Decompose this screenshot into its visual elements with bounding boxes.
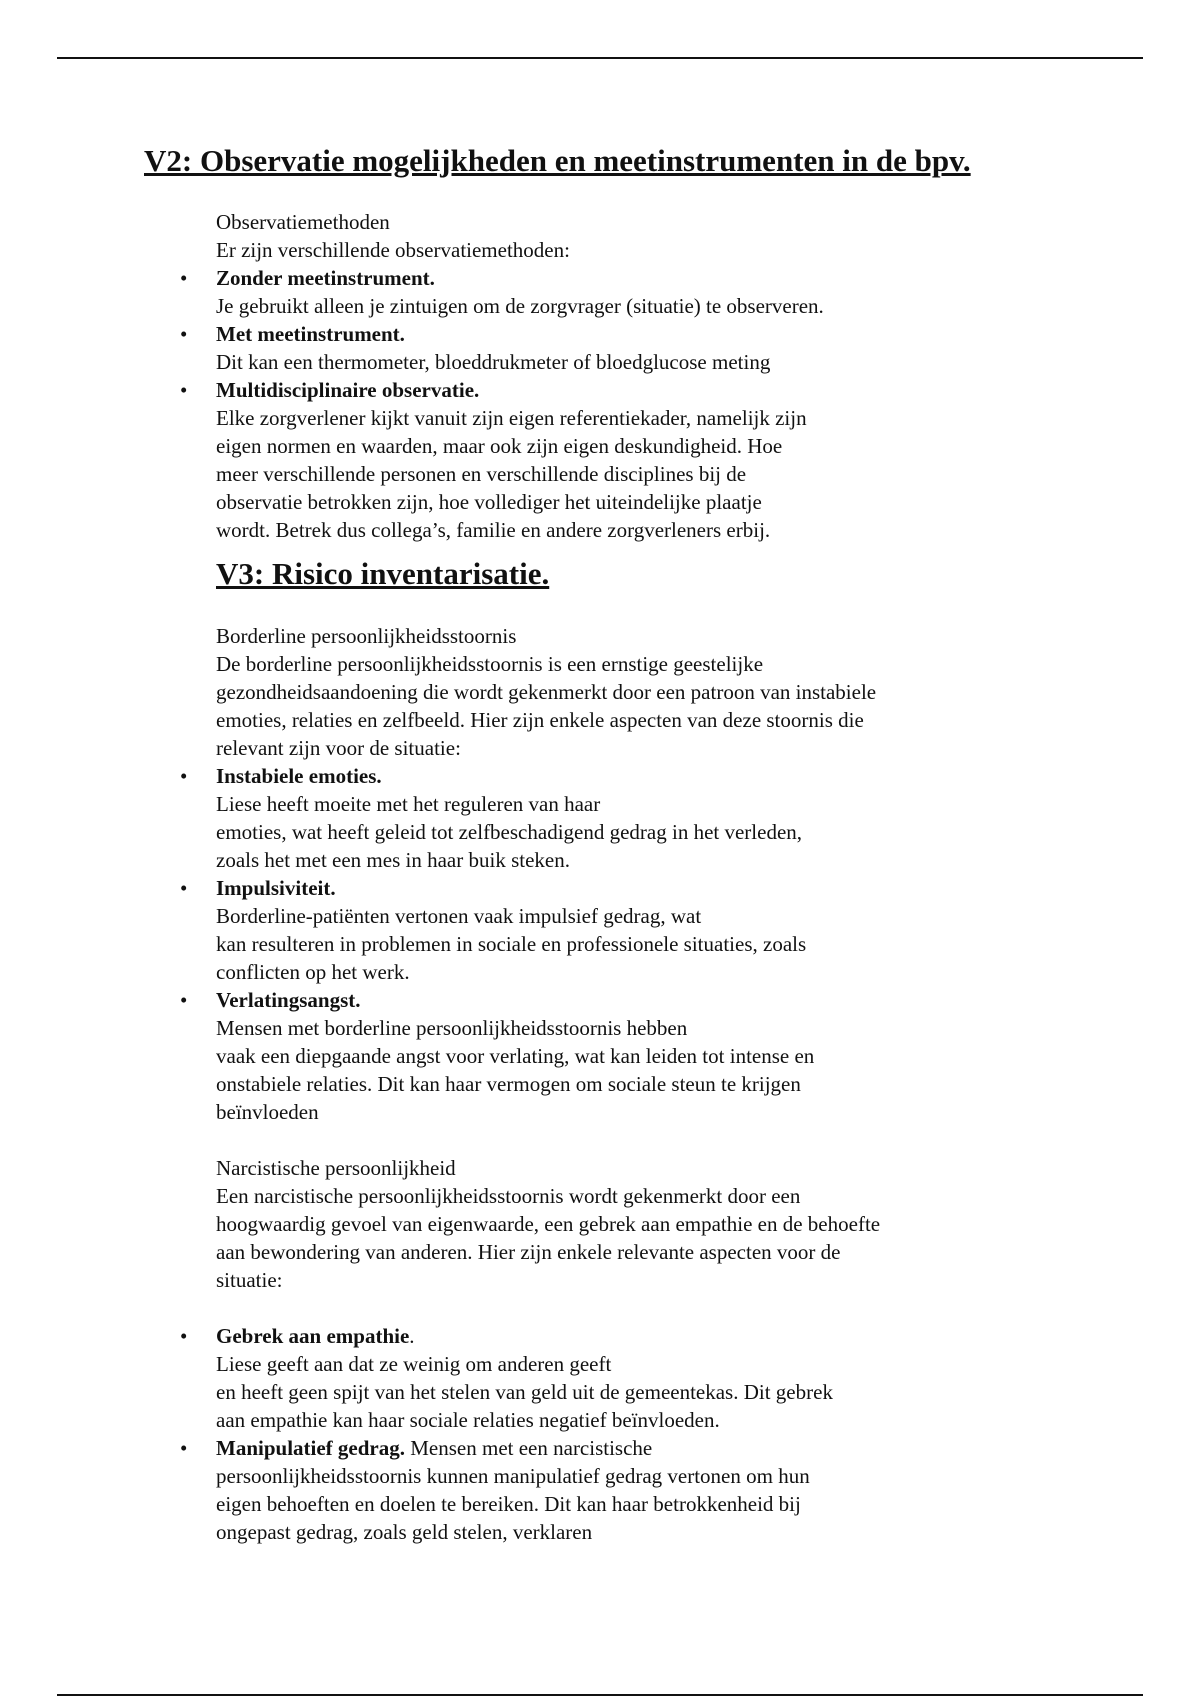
bullet-instabiele-emoties: • Instabiele emoties. Liese heeft moeite met het reguleren van haar emoties, wat heeft geleid tot zelfbeschadigend gedrag in het verleden, zoals het met een mes in haar buik steken. xyxy=(180,764,803,872)
bullet-multidisciplinaire-observatie: • Multidisciplinaire observatie. Elke zorgverlener kijkt vanuit zijn eigen referentiekader, namelijk zijn eigen normen en waarden, maar ook zijn eigen deskundigheid. Hoe meer verschillende personen en verschillende disciplines bij de observatie betrokken zijn, hoe vollediger het uiteindelijke plaatje wordt. Betrek dus collega’s, familie en andere zorgverleners erbij. xyxy=(180,378,807,542)
bullet-gebrek-aan-empathie: • Gebrek aan empathie. Liese geeft aan dat ze weinig om anderen geeft en heeft geen spijt van het stelen van geld uit de gemeentekas. Dit gebrek aan empathie kan haar sociale relaties negatief beïnvloeden. xyxy=(180,1324,833,1432)
bullet-met-meetinstrument: • Met meetinstrument. Dit kan een thermometer, bloeddrukmeter of bloedglucose meting xyxy=(180,322,771,374)
narcissistic-subtitle: Narcistische persoonlijkheid xyxy=(216,1156,456,1180)
bullet-zonder-meetinstrument: • Zonder meetinstrument. Je gebruikt alleen je zintuigen om de zorgvrager (situatie) te observeren. xyxy=(180,266,824,318)
top-rule xyxy=(57,57,1143,59)
document-body: Observatiemethoden Er zijn verschillende observatiemethoden: • Zonder meetinstrument. Je gebruikt alleen je zintuigen om de zorgvrager (situatie) te observeren. • Met meetinstrument. Dit kan een thermometer, bloeddrukmeter of bloedglucose meting • Multidisciplinaire observatie. Elke zorgverlener kijkt vanuit zijn eigen referentiekader, namelijk zijn eigen normen en waarden, maar ook zijn eigen deskundigheid. Hoe meer verschillende personen en verschillende disciplines bij de observatie betrokken zijn, hoe vollediger het uiteindelijke plaatje wordt. Betrek dus collega’s, familie en andere zorgverleners erbij. V3: Risico inventarisatie. Borderline persoonlijkheidsstoornis De borderline persoonlijkheidsstoornis is een ernstige geestelijke gezondheidsaandoening die wordt gekenmerkt door een patroon van instabiele emoties, relaties en zelfbeeld. Hier zijn enkele aspecten van deze stoornis die relevant zijn voor de situatie: • Instabiele emoties. Liese heeft moeite met het reguleren van haar emoties, wat heeft geleid tot zelfbeschadigend gedrag in het verleden, zoals het met een mes in haar buik steken. • Impulsiviteit. Borderline-patiënten vertonen vaak impulsief gedrag, wat kan resulteren in problemen in sociale en professionele situaties, zoals conflicten op het werk. • Verlatingsangst. Mensen met borderline persoonlijkheidsstoornis hebben vaak een diepgaande angst voor verlating, wat kan leiden tot intense en onstabiele relaties. Dit kan haar vermogen om sociale steun te krijgen beïnvloeden Narcistische persoonlijkheid Een narcistische persoonlijkheidsstoornis wordt gekenmerkt door een hoogwaardig gevoel van eigenwaarde, een gebrek aan empathie en de behoefte aan bewondering van anderen. Hier zijn enkele relevante aspecten voor de situatie: • Gebrek aan empathie. Liese geeft aan dat ze weinig om anderen geeft en heeft geen spijt van het stelen van geld uit de gemeentekas. Dit gebrek aan empathie kan haar sociale relaties negatief beïnvloeden. • Manipulatief gedrag. Mensen met een narcistische persoonlijkheidsstoornis kunnen manipulatief gedrag vertonen om hun eigen behoeften en doelen te bereiken. Dit kan haar betrokkenheid bij ongepast gedrag, zoals geld stelen, verklaren xyxy=(216,208,1116,1546)
bullet-icon: • xyxy=(180,322,188,346)
bullet-icon: • xyxy=(180,266,188,290)
heading-v3: V3: Risico inventarisatie. xyxy=(216,556,550,591)
narcissistic-paragraph: Een narcistische persoonlijkheidsstoornis wordt gekenmerkt door een xyxy=(216,1184,801,1208)
bullet-icon: • xyxy=(180,1436,188,1460)
bullet-icon: • xyxy=(180,1324,188,1348)
heading-v2: V2: Observatie mogelijkheden en meetinstrumenten in de bpv. xyxy=(144,143,971,178)
v2-intro: Er zijn verschillende observatiemethoden: xyxy=(216,238,570,262)
bullet-impulsiviteit: • Impulsiviteit. Borderline-patiënten vertonen vaak impulsief gedrag, wat kan resulteren in problemen in sociale en professionele situaties, zoals conflicten op het werk. xyxy=(180,876,807,984)
borderline-paragraph: De borderline persoonlijkheidsstoornis is een ernstige geestelijke xyxy=(216,652,764,676)
bullet-icon: • xyxy=(180,378,188,402)
bullet-manipulatief-gedrag: • Manipulatief gedrag. Mensen met een narcistische persoonlijkheidsstoornis kunnen manipulatief gedrag vertonen om hun eigen behoeften en doelen te bereiken. Dit kan haar betrokkenheid bij ongepast gedrag, zoals geld stelen, verklaren xyxy=(180,1436,810,1544)
bullet-icon: • xyxy=(180,764,188,788)
bullet-icon: • xyxy=(180,988,188,1012)
bottom-rule xyxy=(57,1694,1143,1696)
bullet-verlatingsangst: • Verlatingsangst. Mensen met borderline persoonlijkheidsstoornis hebben vaak een diepgaande angst voor verlating, wat kan leiden tot intense en onstabiele relaties. Dit kan haar vermogen om sociale steun te krijgen beïnvloeden xyxy=(180,988,815,1124)
borderline-subtitle: Borderline persoonlijkheidsstoornis xyxy=(216,624,517,648)
v2-subtitle: Observatiemethoden xyxy=(216,210,390,234)
bullet-icon: • xyxy=(180,876,188,900)
